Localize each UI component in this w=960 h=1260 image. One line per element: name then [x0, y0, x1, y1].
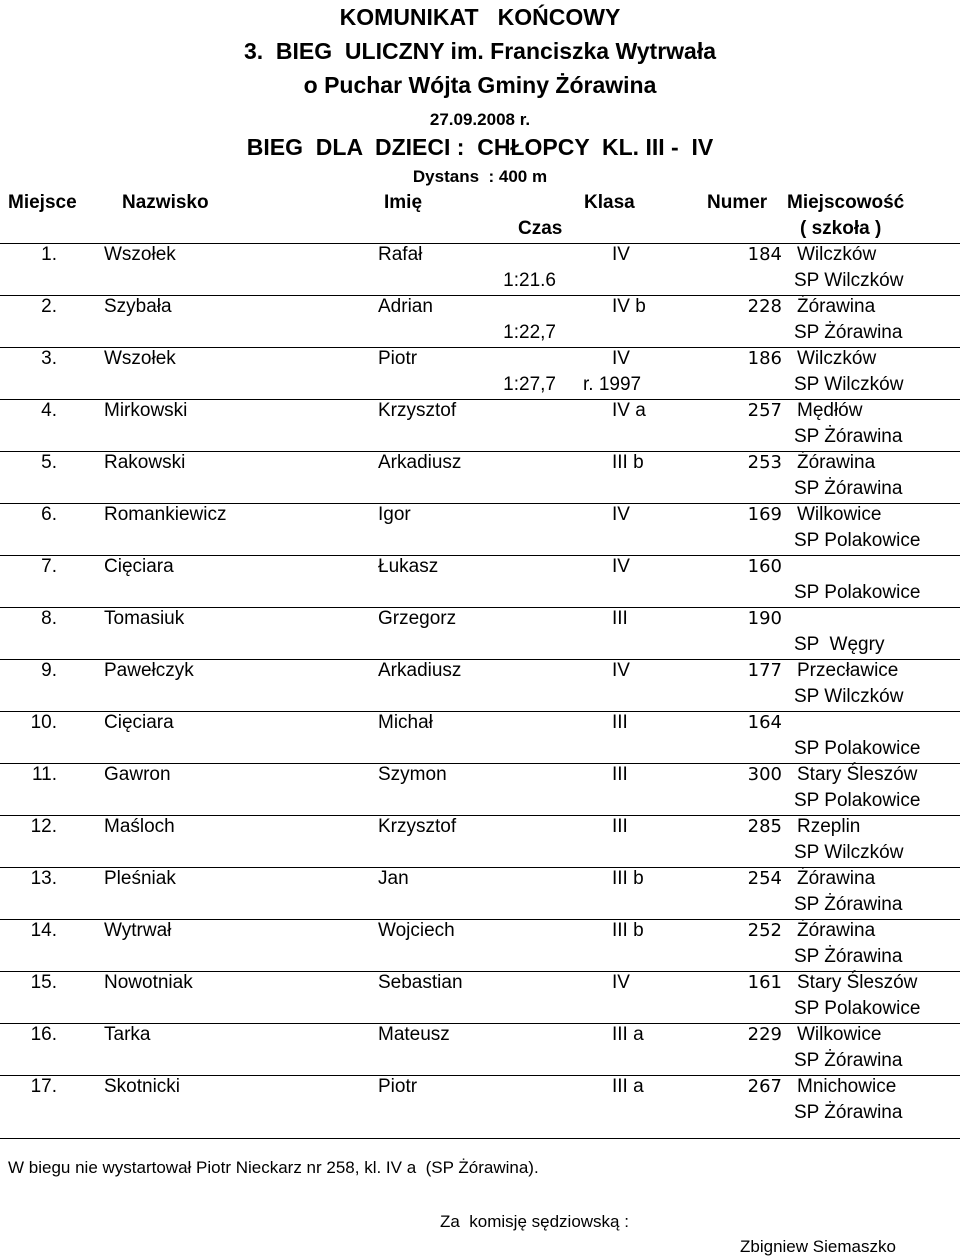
result-surname: Mirkowski [104, 400, 188, 421]
result-bib-number: 228 [747, 296, 782, 317]
result-town: Wilkowice [797, 1024, 882, 1045]
result-bib-number: 257 [747, 400, 782, 421]
result-class: IV [612, 504, 630, 525]
footer-commission: Za komisję sędziowską : [440, 1212, 629, 1231]
result-place: 13. [30, 868, 57, 889]
table-row [0, 660, 960, 712]
result-bib-number: 254 [747, 868, 782, 889]
result-surname: Tarka [104, 1024, 151, 1045]
result-school: SP Żórawina [794, 894, 903, 915]
result-first-name: Łukasz [378, 556, 439, 577]
result-place: 3. [41, 348, 57, 369]
result-place: 17. [30, 1076, 57, 1097]
result-first-name: Adrian [378, 296, 433, 317]
result-surname: Tomasiuk [104, 608, 185, 629]
column-header-school: ( szkoła ) [800, 218, 882, 239]
result-bib-number: 300 [747, 764, 782, 785]
column-header-class: Klasa [584, 192, 635, 213]
result-school: SP Żórawina [794, 946, 903, 967]
column-header-surname: Nazwisko [122, 192, 209, 213]
result-surname: Pawełczyk [104, 660, 194, 681]
result-place: 1. [41, 244, 57, 265]
result-time: 1:22,7 [503, 322, 556, 343]
result-school: SP Żórawina [794, 426, 903, 447]
result-town: Mędłów [797, 400, 863, 421]
result-town: Żórawina [797, 452, 876, 473]
result-surname: Rakowski [104, 452, 186, 473]
result-class: IV [612, 972, 630, 993]
result-bib-number: 252 [747, 920, 782, 941]
header-date: 27.09.2008 r. [429, 110, 531, 129]
result-town: Żórawina [797, 920, 876, 941]
result-first-name: Rafał [378, 244, 423, 265]
column-header-name: Imię [384, 192, 423, 213]
result-place: 6. [41, 504, 57, 525]
column-header-time: Czas [518, 218, 563, 239]
header-category: BIEG DLA DZIECI : CHŁOPCY KL. III - IV [246, 134, 714, 160]
result-bib-number: 186 [747, 348, 782, 369]
column-header-town: Miejscowość [787, 192, 905, 213]
result-first-name: Igor [378, 504, 411, 525]
table-row [0, 348, 960, 400]
result-first-name: Krzysztof [378, 816, 457, 837]
result-first-name: Sebastian [378, 972, 463, 993]
result-place: 4. [41, 400, 57, 421]
result-first-name: Jan [378, 868, 409, 889]
result-class: IV [612, 348, 630, 369]
result-class: III a [612, 1076, 644, 1097]
table-row [0, 556, 960, 608]
result-town: Żórawina [797, 296, 876, 317]
result-surname: Cięciara [104, 712, 174, 733]
table-row [0, 504, 960, 556]
table-row [0, 1076, 960, 1128]
result-class: III [612, 764, 628, 785]
result-surname: Nowotniak [104, 972, 193, 993]
result-school: SP Wilczków [794, 686, 904, 707]
table-row [0, 920, 960, 972]
result-town: Stary Śleszów [797, 972, 918, 993]
result-place: 14. [30, 920, 57, 941]
result-school: SP Polakowice [794, 790, 921, 811]
result-town: Rzeplin [797, 816, 861, 837]
result-school: SP Żórawina [794, 322, 903, 343]
table-row [0, 296, 960, 348]
result-school: SP Wilczków [794, 374, 904, 395]
result-class: III b [612, 452, 644, 473]
result-first-name: Szymon [378, 764, 447, 785]
result-surname: Wszołek [104, 348, 176, 369]
result-bib-number: 169 [747, 504, 782, 525]
result-bib-number: 164 [747, 712, 782, 733]
table-separator [0, 1138, 960, 1139]
result-town: Przecławice [797, 660, 899, 681]
result-school: SP Żórawina [794, 478, 903, 499]
result-place: 9. [41, 660, 57, 681]
result-place: 7. [41, 556, 57, 577]
result-first-name: Wojciech [378, 920, 455, 941]
result-surname: Pleśniak [104, 868, 176, 889]
result-class: III a [612, 1024, 644, 1045]
result-surname: Szybała [104, 296, 172, 317]
result-surname: Gawron [104, 764, 171, 785]
result-bib-number: 253 [747, 452, 782, 473]
result-time: 1:27,7 [503, 374, 556, 395]
result-town: Wilczków [797, 348, 877, 369]
footer-note: W biegu nie wystartował Piotr Nieckarz nr 258, kl. IV a (SP Żórawina). [8, 1158, 539, 1177]
result-bib-number: 267 [747, 1076, 782, 1097]
result-first-name: Michał [378, 712, 433, 733]
result-class: IV [612, 556, 630, 577]
result-class: III b [612, 868, 644, 889]
result-bib-number: 160 [747, 556, 782, 577]
footer-signature: Zbigniew Siemaszko [740, 1237, 896, 1256]
result-surname: Skotnicki [104, 1076, 181, 1097]
result-surname: Romankiewicz [104, 504, 227, 525]
result-class: III [612, 712, 628, 733]
result-bib-number: 184 [747, 244, 782, 265]
result-town: Wilkowice [797, 504, 882, 525]
result-first-name: Piotr [378, 1076, 418, 1097]
header-title: KOMUNIKAT KOŃCOWY [339, 4, 621, 30]
result-first-name: Grzegorz [378, 608, 457, 629]
table-row [0, 452, 960, 504]
result-place: 10. [30, 712, 57, 733]
result-school: SP Żórawina [794, 1050, 903, 1071]
result-school: SP Żórawina [794, 1102, 903, 1123]
table-row [0, 608, 960, 660]
result-school: SP Polakowice [794, 530, 921, 551]
table-row [0, 764, 960, 816]
header-distance: Dystans : 400 m [412, 167, 548, 186]
result-school: SP Wilczków [794, 842, 904, 863]
column-header-number: Numer [707, 192, 768, 213]
result-class: IV b [612, 296, 646, 317]
result-place: 16. [30, 1024, 57, 1045]
result-class: IV [612, 660, 630, 681]
result-class: III [612, 816, 628, 837]
result-school: SP Polakowice [794, 582, 921, 603]
result-first-name: Piotr [378, 348, 418, 369]
result-first-name: Arkadiusz [378, 660, 462, 681]
result-town: Żórawina [797, 868, 876, 889]
column-header-place: Miejsce [8, 192, 77, 213]
header-cup: o Puchar Wójta Gminy Żórawina [303, 72, 657, 98]
result-bib-number: 161 [747, 972, 782, 993]
table-row [0, 972, 960, 1024]
result-birth-year-note: r. 1997 [583, 374, 642, 395]
result-surname: Wytrwał [104, 920, 172, 941]
result-place: 11. [31, 764, 57, 785]
result-place: 2. [41, 296, 57, 317]
result-bib-number: 285 [747, 816, 782, 837]
result-surname: Cięciara [104, 556, 174, 577]
table-row [0, 816, 960, 868]
result-class: IV a [612, 400, 646, 421]
result-first-name: Krzysztof [378, 400, 457, 421]
table-row [0, 400, 960, 452]
result-bib-number: 177 [747, 660, 782, 681]
header-race-name: 3. BIEG ULICZNY im. Franciszka Wytrwała [243, 38, 717, 64]
result-place: 12. [30, 816, 57, 837]
result-town: Wilczków [797, 244, 877, 265]
result-bib-number: 190 [747, 608, 782, 629]
result-place: 8. [41, 608, 57, 629]
result-surname: Maśloch [104, 816, 175, 837]
result-class: III b [612, 920, 644, 941]
table-row [0, 712, 960, 764]
result-first-name: Arkadiusz [378, 452, 462, 473]
result-time: 1:21.6 [503, 270, 556, 291]
result-first-name: Mateusz [378, 1024, 450, 1045]
result-bib-number: 229 [747, 1024, 782, 1045]
result-place: 15. [30, 972, 57, 993]
table-row [0, 868, 960, 920]
result-school: SP Polakowice [794, 738, 921, 759]
table-row [0, 1024, 960, 1076]
result-place: 5. [41, 452, 57, 473]
result-surname: Wszołek [104, 244, 176, 265]
result-town: Stary Śleszów [797, 764, 918, 785]
table-row [0, 244, 960, 296]
result-town: Mnichowice [797, 1076, 897, 1097]
result-class: III [612, 608, 628, 629]
result-school: SP Wilczków [794, 270, 904, 291]
result-class: IV [612, 244, 630, 265]
result-school: SP Węgry [794, 634, 885, 655]
result-school: SP Polakowice [794, 998, 921, 1019]
